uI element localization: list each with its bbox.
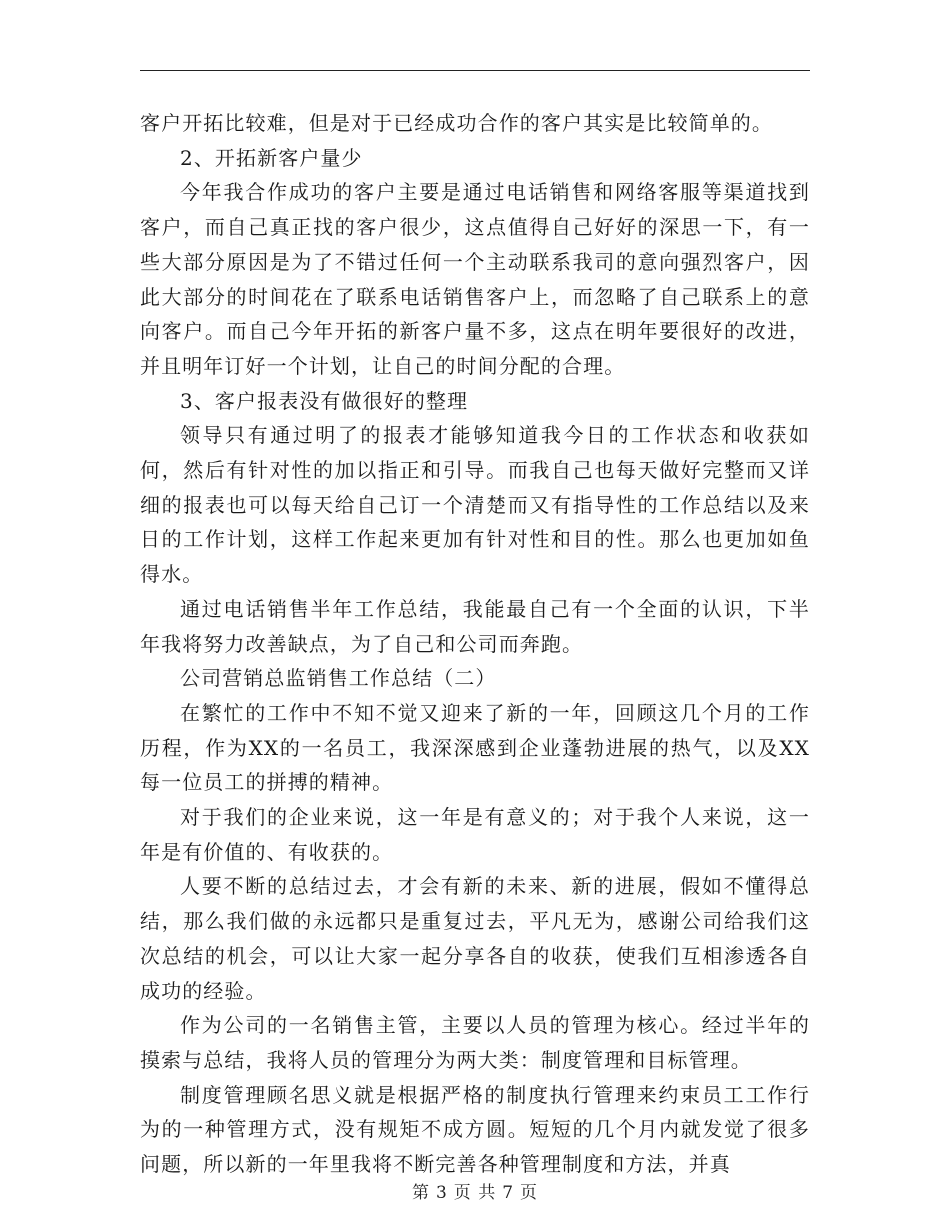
paragraph-reflection: 人要不断的总结过去，才会有新的未来、新的进展，假如不懂得总结，那么我们做的永远都只是重复过去，平凡无为，感谢公司给我们这次总结的机会，可以让大家一起分享各自的收获，使我们互相渗透各自成功的经验。 xyxy=(140,874,810,1003)
paragraph-summary: 通过电话销售半年工作总结，我能最自己有一个全面的认识，下半年我将努力改善缺点，为了自己和公司而奔跑。 xyxy=(140,596,810,656)
paragraph-new-clients: 今年我合作成功的客户主要是通过电话销售和网络客服等渠道找到客户，而自己真正找的客户很少，这点值得自己好好的深思一下，有一些大部分原因是为了不错过任何一个主动联系我司的意向强烈客户，因此大部分的时间花在了联系电话销售客户上，而忽略了自己联系上的意向客户。而自己今年开拓的新客户量不多，这点在明年要很好的改进，并且明年订好一个计划，让自己的时间分配的合理。 xyxy=(140,180,810,378)
section-heading-reports: 3、客户报表没有做很好的整理 xyxy=(180,388,469,413)
footer-middle: 页 共 xyxy=(453,1183,497,1203)
document-body xyxy=(140,106,810,1182)
paragraph-reports: 领导只有通过明了的报表才能够知道我今日的工作状态和收获如何，然后有针对性的加以指正和引导。而我自己也每天做好完整而又详细的报表也可以每天给自己订一个清楚而又有指导性的工作总结以及来日的工作计划，这样工作起来更加有针对性和目的性。那么也更加如鱼得水。 xyxy=(140,423,810,587)
footer-current-page: 3 xyxy=(435,1183,448,1203)
document-subtitle: 公司营销总监销售工作总结（二） xyxy=(180,666,497,691)
page-footer xyxy=(0,1178,950,1203)
paragraph-meaning: 对于我们的企业来说，这一年是有意义的；对于我个人来说，这一年是有价值的、有收获的。 xyxy=(140,805,810,864)
paragraph-new-year: 在繁忙的工作中不知不觉又迎来了新的一年，回顾这几个月的工作历程，作为XX的一名员工，我深深感到企业蓬勃进展的热气，以及XX每一位员工的拼搏的精神。 xyxy=(140,700,810,795)
section-heading-new-clients: 2、开拓新客户量少 xyxy=(180,145,363,170)
paragraph-continuation: 客户开拓比较难，但是对于已经成功合作的客户其实是比较简单的。 xyxy=(140,111,773,135)
footer-prefix: 第 xyxy=(411,1183,430,1203)
paragraph-management: 作为公司的一名销售主管，主要以人员的管理为核心。经过半年的摸索与总结，我将人员的管理分为两大类：制度管理和目标管理。 xyxy=(140,1013,810,1072)
header-rule xyxy=(140,70,810,71)
footer-total-pages: 7 xyxy=(502,1183,515,1203)
footer-suffix: 页 xyxy=(520,1183,539,1203)
paragraph-system-management: 制度管理顾名思义就是根据严格的制度执行管理来约束员工工作行为的一种管理方式，没有规矩不成方圆。短短的几个月内就发觉了很多问题，所以新的一年里我将不断完善各种管理制度和方法，并真 xyxy=(140,1082,810,1177)
